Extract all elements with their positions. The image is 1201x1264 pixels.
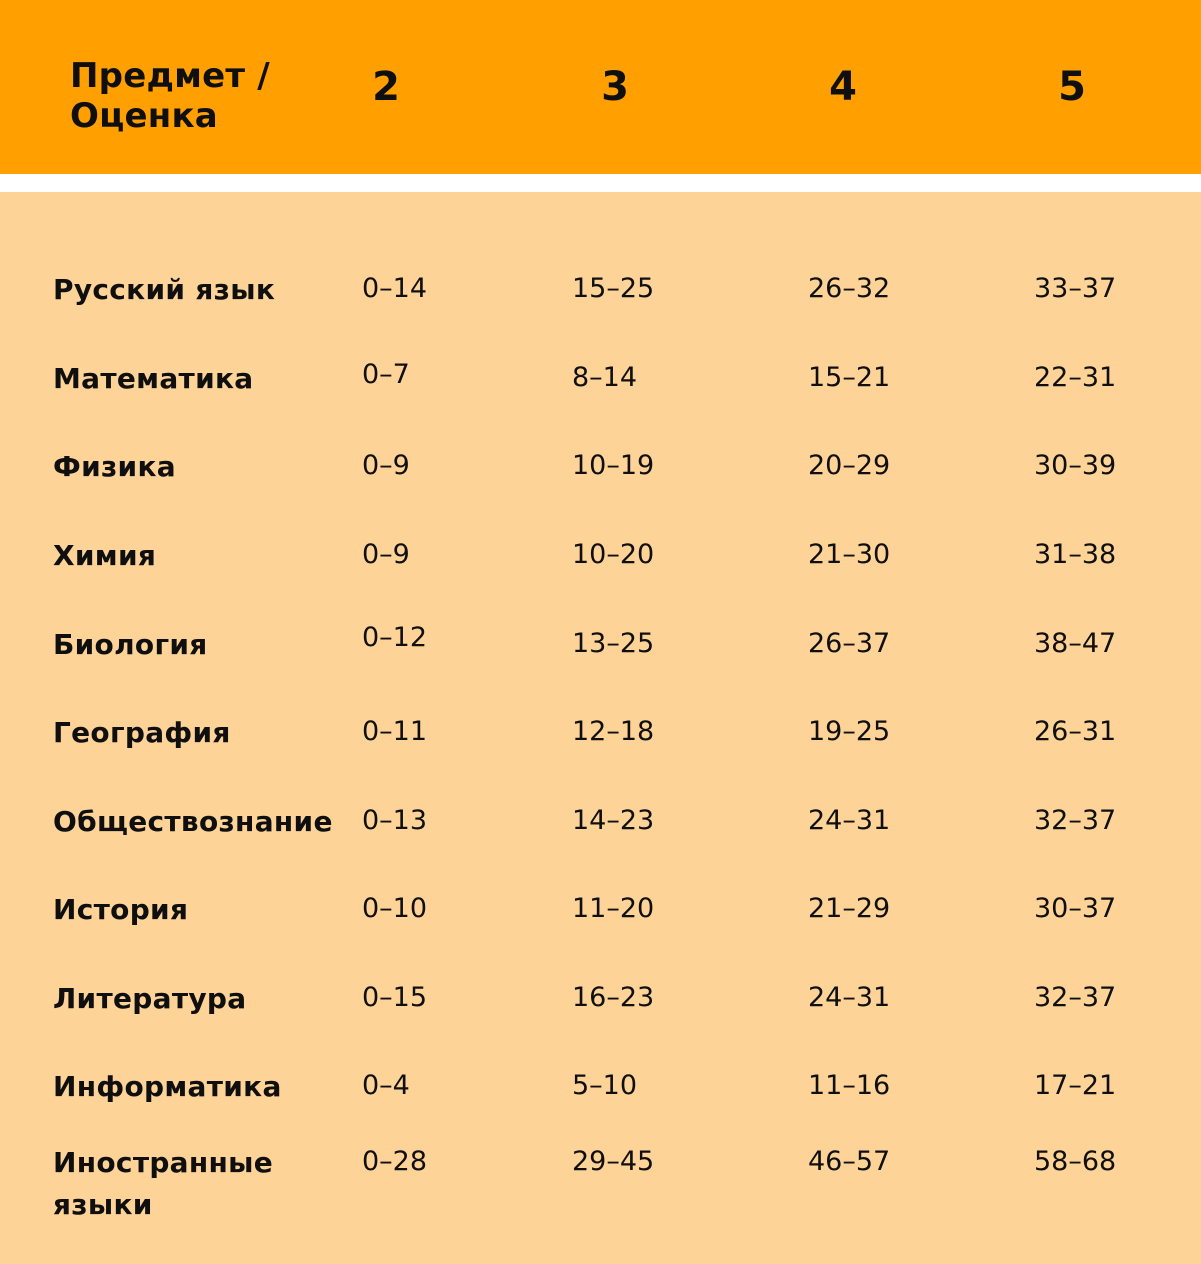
range-grade-3: 12–18 [572, 716, 655, 747]
header-grade-2: 2 [372, 64, 400, 110]
subject-name: История [53, 893, 189, 926]
range-grade-3: 5–10 [572, 1070, 638, 1101]
range-grade-5: 32–37 [1034, 982, 1117, 1013]
table-row [0, 712, 1201, 752]
table-row [0, 446, 1201, 486]
range-grade-5: 38–47 [1034, 628, 1117, 659]
range-grade-2: 0–15 [362, 982, 428, 1013]
range-grade-4: 15–21 [808, 362, 891, 393]
table-row [0, 535, 1201, 575]
subject-name: Математика [53, 362, 254, 395]
range-grade-3: 15–25 [572, 273, 655, 304]
range-grade-5: 58–68 [1034, 1146, 1117, 1177]
subject-name: Биология [53, 628, 208, 661]
range-grade-4: 26–32 [808, 273, 891, 304]
table-row [0, 1066, 1201, 1106]
subject-name: География [53, 716, 231, 749]
range-grade-3: 10–20 [572, 539, 655, 570]
range-grade-4: 20–29 [808, 450, 891, 481]
range-grade-5: 33–37 [1034, 273, 1117, 304]
header-grade-5: 5 [1058, 64, 1086, 110]
subject-name: Иностранные языки [53, 1146, 274, 1221]
range-grade-3: 16–23 [572, 982, 655, 1013]
range-grade-5: 32–37 [1034, 805, 1117, 836]
subject-name: Физика [53, 450, 176, 483]
range-grade-3: 29–45 [572, 1146, 655, 1177]
range-grade-2: 0–11 [362, 716, 428, 747]
range-grade-2: 0–12 [362, 622, 428, 653]
subject-name: Русский язык [53, 273, 276, 306]
table-row [0, 978, 1201, 1018]
subject-name: Обществознание [53, 805, 333, 838]
table-row [0, 889, 1201, 929]
range-grade-3: 10–19 [572, 450, 655, 481]
range-grade-3: 14–23 [572, 805, 655, 836]
header-grade-3: 3 [601, 64, 629, 110]
subject-name: Информатика [53, 1070, 282, 1103]
range-grade-2: 0–10 [362, 893, 428, 924]
range-grade-4: 24–31 [808, 982, 891, 1013]
range-grade-4: 21–29 [808, 893, 891, 924]
range-grade-5: 22–31 [1034, 362, 1117, 393]
range-grade-2: 0–28 [362, 1146, 428, 1177]
range-grade-5: 26–31 [1034, 716, 1117, 747]
range-grade-4: 26–37 [808, 628, 891, 659]
header-subject-label: Предмет / Оценка [70, 56, 270, 136]
header-grade-4: 4 [829, 64, 857, 110]
range-grade-2: 0–9 [362, 450, 410, 481]
range-grade-3: 8–14 [572, 362, 638, 393]
range-grade-3: 11–20 [572, 893, 655, 924]
range-grade-5: 30–39 [1034, 450, 1117, 481]
range-grade-2: 0–4 [362, 1070, 410, 1101]
range-grade-5: 17–21 [1034, 1070, 1117, 1101]
range-grade-4: 24–31 [808, 805, 891, 836]
table-header [0, 0, 1201, 174]
table-row [0, 269, 1201, 309]
table-row [0, 358, 1201, 398]
range-grade-5: 31–38 [1034, 539, 1117, 570]
range-grade-2: 0–14 [362, 273, 428, 304]
range-grade-4: 11–16 [808, 1070, 891, 1101]
range-grade-2: 0–7 [362, 359, 410, 390]
subject-name: Химия [53, 539, 157, 572]
range-grade-5: 30–37 [1034, 893, 1117, 924]
table-row [0, 1142, 1201, 1232]
subject-name: Литература [53, 982, 247, 1015]
range-grade-2: 0–9 [362, 539, 410, 570]
range-grade-2: 0–13 [362, 805, 428, 836]
range-grade-3: 13–25 [572, 628, 655, 659]
range-grade-4: 19–25 [808, 716, 891, 747]
table-row [0, 801, 1201, 841]
table-row [0, 624, 1201, 664]
range-grade-4: 46–57 [808, 1146, 891, 1177]
range-grade-4: 21–30 [808, 539, 891, 570]
